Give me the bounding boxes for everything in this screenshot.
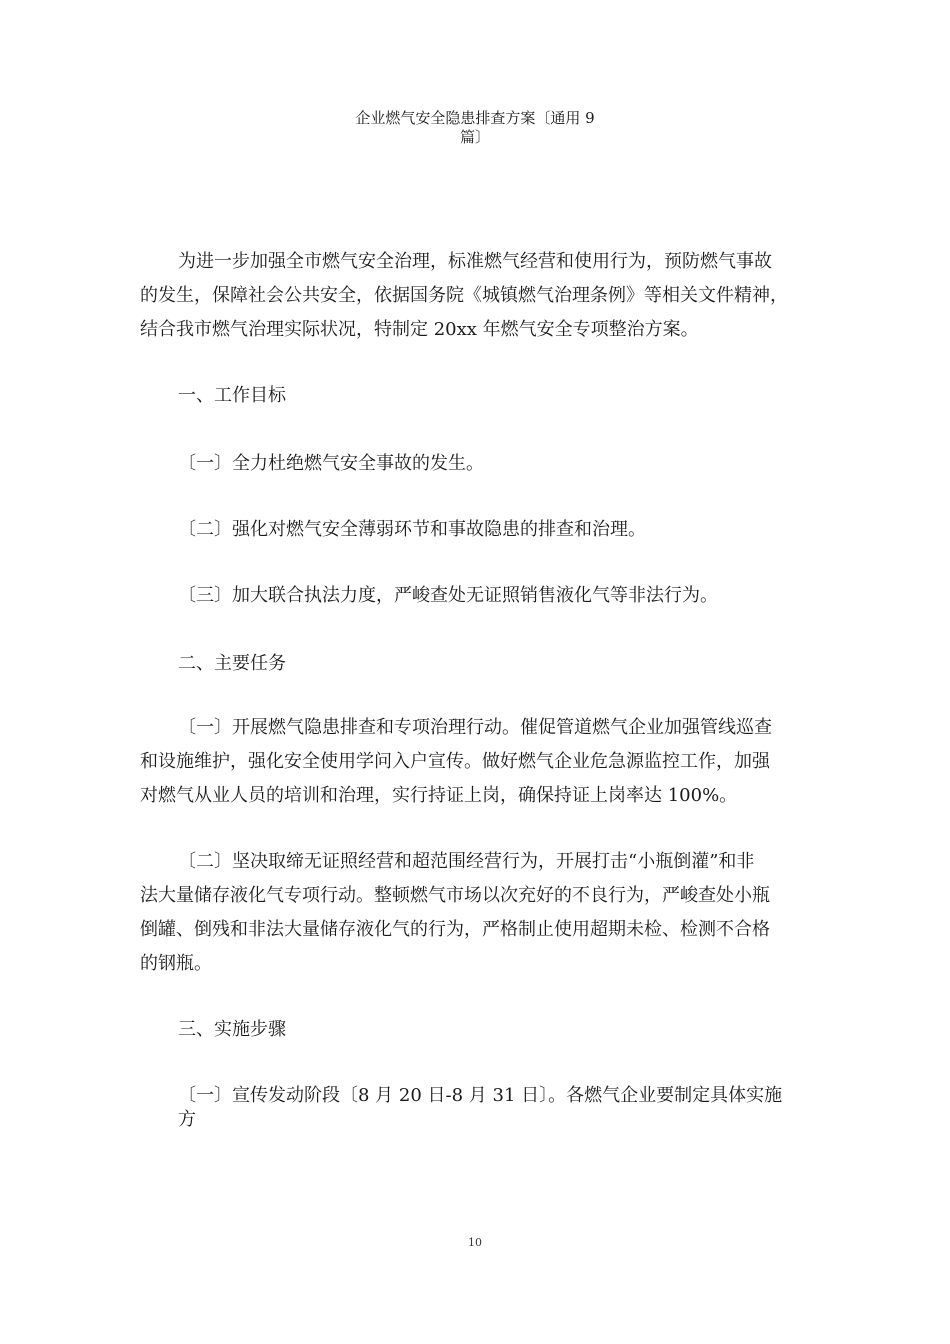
section-1-item-1: 〔一〕全力杜绝燃气安全事故的发生。 <box>178 453 484 474</box>
page-number: 10 <box>468 1236 482 1249</box>
section-1-item-3: 〔三〕加大联合执法力度，严峻查处无证照销售液化气等非法行为。 <box>178 585 718 606</box>
section-3-heading: 三、实施步骤 <box>178 1019 286 1040</box>
section-1-heading: 一、工作目标 <box>178 385 286 406</box>
section-2-heading: 二、主要任务 <box>178 653 286 674</box>
intro-line-2: 的发生，保障社会公共安全，依据国务院《城镇燃气治理条例》等相关文件精神， <box>140 285 788 306</box>
section-2-para-1-line-3: 对燃气从业人员的培训和治理，实行持证上岗，确保持证上岗率达 100%。 <box>140 785 738 806</box>
section-2-para-1-line-2: 和设施维护，强化安全使用学问入户宣传。做好燃气企业危急源监控工作，加强 <box>140 751 770 772</box>
document-title-line-1: 企业燃气安全隐患排查方案〔通用 9 <box>355 109 595 127</box>
section-1-item-2: 〔二〕强化对燃气安全薄弱环节和事故隐患的排查和治理。 <box>178 519 646 540</box>
intro-line-3: 结合我市燃气治理实际状况，特制定 20xx 年燃气安全专项整治方案。 <box>140 319 699 340</box>
section-2-para-2-line-3: 倒罐、倒残和非法大量储存液化气的行为，严格制止使用超期未检、检测不合格 <box>140 919 770 940</box>
section-2-para-2-line-4: 的钢瓶。 <box>140 953 212 974</box>
section-3-para-1-line-1: 〔一〕宣传发动阶段〔8 月 20 日-8 月 31 日〕。各燃气企业要制定具体实施 <box>178 1085 783 1106</box>
intro-line-1: 为进一步加强全市燃气安全治理，标准燃气经营和使用行为，预防燃气事故 <box>178 251 772 272</box>
section-3-para-1-line-2: 方 <box>178 1109 196 1130</box>
section-2-para-2-line-2: 法大量储存液化气专项行动。整顿燃气市场以次充好的不良行为，严峻查处小瓶 <box>140 885 770 906</box>
document-title-line-2: 篇〕 <box>459 128 490 146</box>
section-2-para-1-line-1: 〔一〕开展燃气隐患排查和专项治理行动。催促管道燃气企业加强管线巡查 <box>178 717 772 738</box>
section-2-para-2-line-1: 〔二〕坚决取缔无证照经营和超范围经营行为，开展打击“小瓶倒灌”和非 <box>178 851 755 872</box>
